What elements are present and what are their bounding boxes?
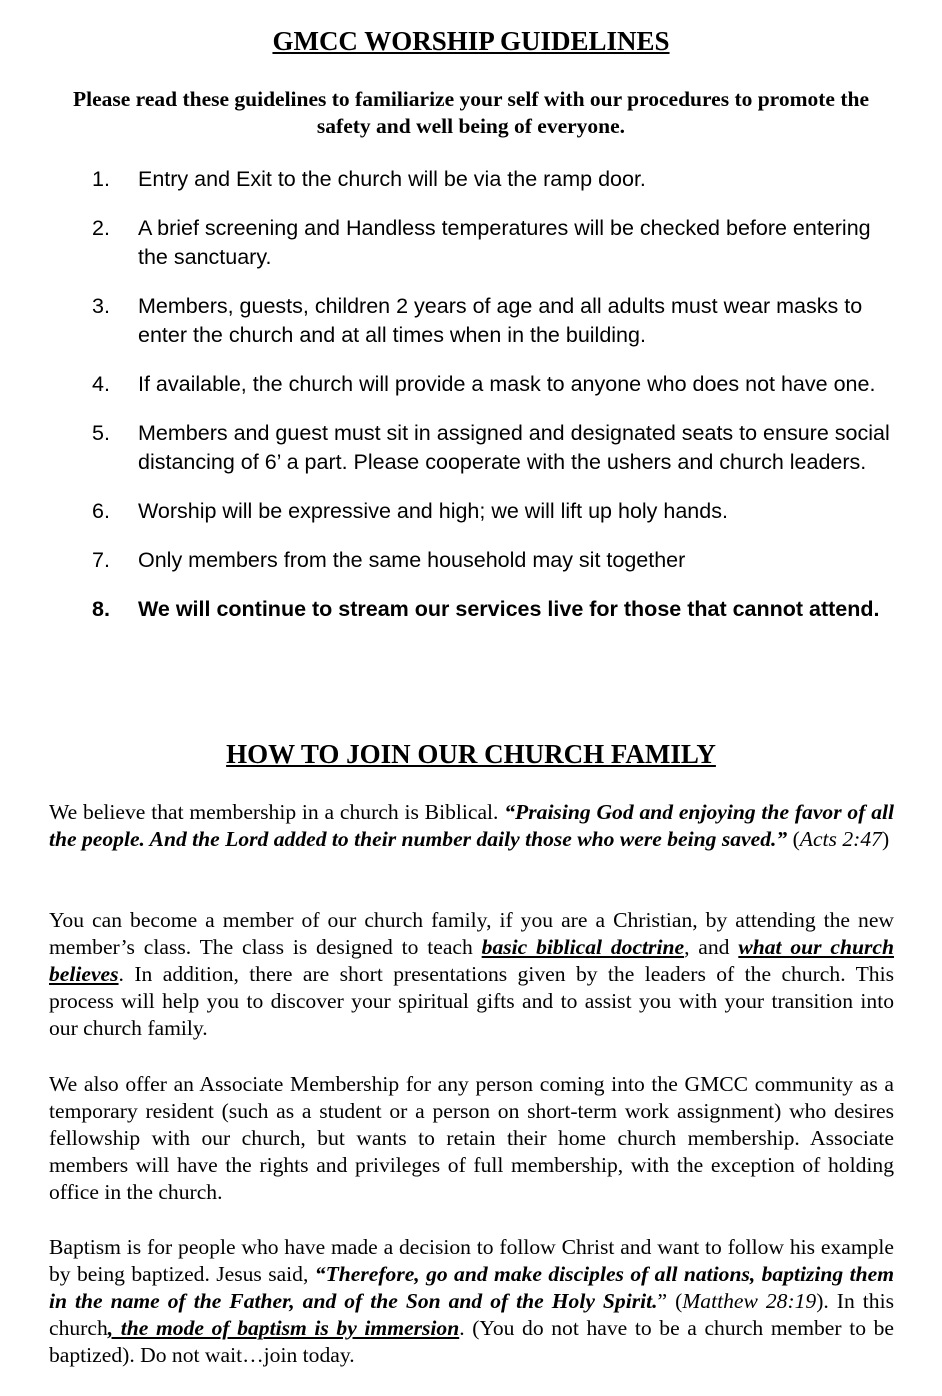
scripture-quote: “Praising God and enjoying the favor of all the people. And the Lord added to their number daily those who were being saved.” xyxy=(49,800,894,851)
paragraph-text: You can become a member of our church family, if you are a Christian, by attending the new member’s class. The class is designed to teach xyxy=(49,908,894,959)
item-text: Members, guests, children 2 years of age and all adults must wear masks to enter the church and at all times when in the building. xyxy=(138,294,863,347)
paragraph-text: ( xyxy=(787,827,800,851)
membership-paragraph xyxy=(49,799,894,853)
item-text: Entry and Exit to the church will be via the ramp door. xyxy=(138,167,646,191)
list-item xyxy=(92,292,892,350)
list-item xyxy=(92,595,892,624)
paragraph-text: ) xyxy=(881,827,890,851)
item-number: 5. xyxy=(92,421,110,445)
item-number: 8. xyxy=(92,597,110,621)
new-member-class-paragraph xyxy=(49,907,894,1042)
paragraph-text: ). In this church xyxy=(49,1289,894,1340)
paragraph-text: . (You do not have to be a church member to be baptized). Do not wait…join today. xyxy=(49,1316,894,1367)
item-number: 4. xyxy=(92,372,110,396)
item-text: Members and guest must sit in assigned and designated seats to ensure social distancing of 6’ a part. Please cooperate with the ushers and church leaders. xyxy=(138,421,890,474)
item-text: Worship will be expressive and high; we will lift up holy hands. xyxy=(138,499,728,523)
list-item xyxy=(92,370,892,399)
item-text: If available, the church will provide a mask to anyone who does not have one. xyxy=(138,372,876,396)
list-item xyxy=(92,214,892,272)
emphasis-church-beliefs: what our church believes xyxy=(49,935,894,986)
paragraph-text: Baptism is for people who have made a decision to follow Christ and want to follow his example by being baptized. Jesus said, xyxy=(49,1235,894,1286)
list-item xyxy=(92,546,892,575)
paragraph-text: . In addition, there are short presentations given by the leaders of the church. This process will help you to discover your spiritual gifts and to assist you with your transition into our church family. xyxy=(49,962,894,1040)
scripture-reference: Matthew 28:19 xyxy=(682,1289,817,1313)
list-item xyxy=(92,419,892,477)
paragraph-text: , and xyxy=(684,935,739,959)
item-number: 2. xyxy=(92,216,110,240)
item-text: Only members from the same household may sit together xyxy=(138,548,686,572)
guidelines-list xyxy=(92,165,892,644)
emphasis-basic-doctrine: basic biblical doctrine xyxy=(481,935,685,959)
scripture-quote: “Therefore, go and make disciples of all nations, baptizing them in the name of the Father, and of the Son and of the Holy Spirit. xyxy=(49,1262,894,1313)
intro-text: Please read these guidelines to familiarize your self with our procedures to promote the safety and well being of everyone. xyxy=(72,87,869,138)
associate-membership-paragraph: We also offer an Associate Membership for any person coming into the GMCC community as a temporary resident (such as a student or a person on short-term work assignment) who desires fellowship with our church, but wants to retain their home church membership. Associate members will have the rights and privileges of full membership, with the exception of holding office in the church. xyxy=(49,1072,894,1204)
page-title: GMCC WORSHIP GUIDELINES xyxy=(272,26,670,56)
list-item xyxy=(92,497,892,526)
list-item xyxy=(92,165,892,194)
scripture-reference: Acts 2:47 xyxy=(799,827,882,851)
baptism-paragraph xyxy=(49,1234,894,1369)
paragraph-text: ” ( xyxy=(657,1289,683,1313)
item-text: We will continue to stream our services live for those that cannot attend. xyxy=(138,597,880,621)
paragraph-text: We believe that membership in a church is Biblical. xyxy=(49,800,505,824)
section-title: HOW TO JOIN OUR CHURCH FAMILY xyxy=(226,739,716,769)
item-text: A brief screening and Handless temperatures will be checked before entering the sanctuary. xyxy=(138,216,871,269)
item-number: 1. xyxy=(92,167,110,191)
item-number: 3. xyxy=(92,294,110,318)
emphasis-immersion: , the mode of baptism is by immersion xyxy=(107,1316,460,1340)
item-number: 6. xyxy=(92,499,110,523)
item-number: 7. xyxy=(92,548,110,572)
